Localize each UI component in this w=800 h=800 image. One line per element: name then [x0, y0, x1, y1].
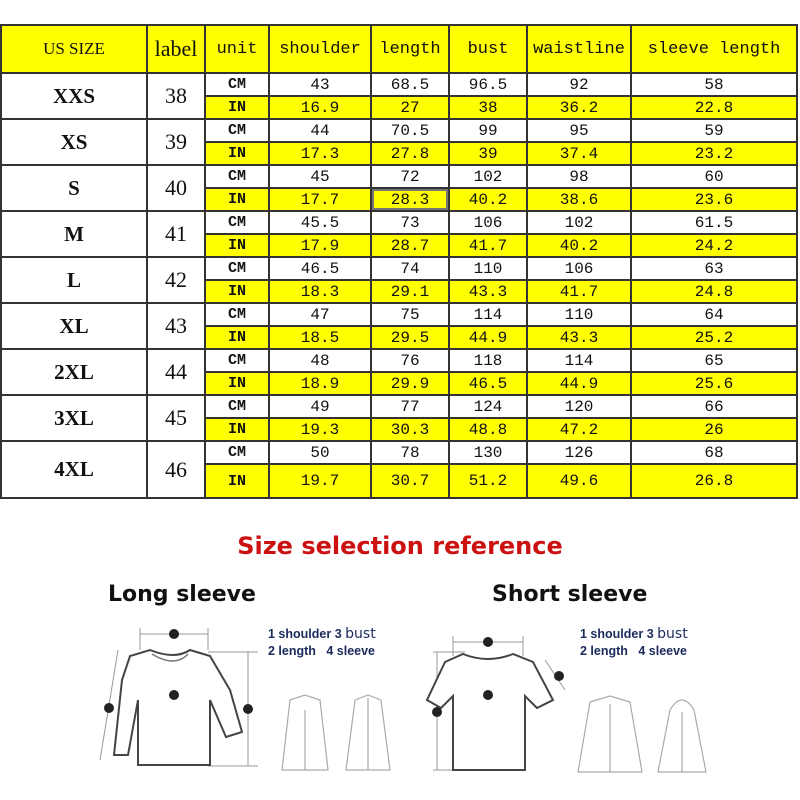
- cell-sleeve-length-in: 25.6: [631, 372, 797, 395]
- cell-length-in: 27: [371, 96, 449, 119]
- cell-shoulder-in: 17.9: [269, 234, 371, 257]
- table-row-cm: [1, 441, 797, 464]
- cell-bust-cm: 96.5: [449, 73, 527, 96]
- cell-shoulder-cm: 45: [269, 165, 371, 188]
- size-name: S: [1, 165, 147, 211]
- cell-length-cm: 77: [371, 395, 449, 418]
- cell-waistline-cm: 92: [527, 73, 631, 96]
- table-row-cm: [1, 303, 797, 326]
- reference-title: Size selection reference: [237, 532, 563, 560]
- unit-cm: CM: [205, 395, 269, 418]
- size-label: 38: [147, 73, 205, 119]
- size-name: 4XL: [1, 441, 147, 498]
- cell-bust-cm: 124: [449, 395, 527, 418]
- cell-sleeve-length-cm: 68: [631, 441, 797, 464]
- cell-sleeve-length-in: 26: [631, 418, 797, 441]
- cell-length-cm: 68.5: [371, 73, 449, 96]
- size-label: 40: [147, 165, 205, 211]
- cell-length-in: 30.3: [371, 418, 449, 441]
- size-label: 45: [147, 395, 205, 441]
- marker-2-icon: [432, 707, 442, 717]
- cell-waistline-cm: 106: [527, 257, 631, 280]
- table-row-cm: [1, 349, 797, 372]
- cell-bust-cm: 102: [449, 165, 527, 188]
- cell-shoulder-cm: 47: [269, 303, 371, 326]
- long-sleeve-diagram: [80, 620, 290, 780]
- size-name: XXS: [1, 73, 147, 119]
- cell-waistline-cm: 110: [527, 303, 631, 326]
- cell-shoulder-cm: 49: [269, 395, 371, 418]
- unit-cm: CM: [205, 441, 269, 464]
- header-sleeve-length: sleeve length: [631, 25, 797, 73]
- marker-1-icon: [483, 637, 493, 647]
- cell-shoulder-in: 17.7: [269, 188, 371, 211]
- cell-length-cm: 75: [371, 303, 449, 326]
- table-row-cm: [1, 257, 797, 280]
- cell-bust-cm: 106: [449, 211, 527, 234]
- cell-length-cm: 78: [371, 441, 449, 464]
- cell-bust-cm: 118: [449, 349, 527, 372]
- unit-in: IN: [205, 326, 269, 349]
- cell-length-cm: 74: [371, 257, 449, 280]
- marker-3-icon: [483, 690, 493, 700]
- size-name: L: [1, 257, 147, 303]
- cell-length-in: 28.3: [371, 188, 449, 211]
- cell-shoulder-in: 18.3: [269, 280, 371, 303]
- table-row-cm: [1, 73, 797, 96]
- size-name: 3XL: [1, 395, 147, 441]
- header-unit: unit: [205, 25, 269, 73]
- cell-length-in: 28.7: [371, 234, 449, 257]
- cell-bust-cm: 114: [449, 303, 527, 326]
- cell-waistline-cm: 114: [527, 349, 631, 372]
- short-sleeve-diagram: [425, 630, 575, 780]
- long-sleeve-legend: 1 shoulder 3 bust 2 length 4 sleeve: [268, 626, 376, 658]
- cell-shoulder-in: 18.9: [269, 372, 371, 395]
- size-label: 41: [147, 211, 205, 257]
- cell-length-cm: 72: [371, 165, 449, 188]
- cell-waistline-in: 36.2: [527, 96, 631, 119]
- cell-bust-in: 41.7: [449, 234, 527, 257]
- header-shoulder: shoulder: [269, 25, 371, 73]
- cell-shoulder-in: 19.7: [269, 464, 371, 498]
- cell-bust-in: 44.9: [449, 326, 527, 349]
- cell-shoulder-cm: 48: [269, 349, 371, 372]
- cell-sleeve-length-cm: 63: [631, 257, 797, 280]
- size-name: XS: [1, 119, 147, 165]
- header-bust: bust: [449, 25, 527, 73]
- cell-bust-cm: 110: [449, 257, 527, 280]
- cell-shoulder-cm: 44: [269, 119, 371, 142]
- marker-1-icon: [169, 629, 179, 639]
- unit-cm: CM: [205, 165, 269, 188]
- unit-in: IN: [205, 142, 269, 165]
- shirt-hoodie-illustrations: [570, 690, 730, 780]
- header-length: length: [371, 25, 449, 73]
- marker-4-icon: [104, 703, 114, 713]
- cell-sleeve-length-in: 25.2: [631, 326, 797, 349]
- size-name: XL: [1, 303, 147, 349]
- cell-sleeve-length-in: 22.8: [631, 96, 797, 119]
- short-sleeve-heading: Short sleeve: [492, 582, 648, 607]
- cell-shoulder-in: 19.3: [269, 418, 371, 441]
- cell-waistline-in: 41.7: [527, 280, 631, 303]
- cell-bust-in: 51.2: [449, 464, 527, 498]
- table-row-cm: [1, 395, 797, 418]
- cell-shoulder-in: 18.5: [269, 326, 371, 349]
- cell-bust-in: 48.8: [449, 418, 527, 441]
- cell-sleeve-length-cm: 59: [631, 119, 797, 142]
- cell-sleeve-length-cm: 60: [631, 165, 797, 188]
- size-name: 2XL: [1, 349, 147, 395]
- table-body: [1, 73, 797, 498]
- table-row-cm: [1, 211, 797, 234]
- cell-waistline-in: 49.6: [527, 464, 631, 498]
- cell-bust-cm: 130: [449, 441, 527, 464]
- cell-shoulder-in: 17.3: [269, 142, 371, 165]
- cell-bust-in: 39: [449, 142, 527, 165]
- table-header-row: [1, 25, 797, 73]
- cell-bust-cm: 99: [449, 119, 527, 142]
- long-sleeve-heading: Long sleeve: [108, 582, 256, 607]
- cell-length-in: 29.9: [371, 372, 449, 395]
- cell-sleeve-length-in: 24.8: [631, 280, 797, 303]
- cell-waistline-cm: 95: [527, 119, 631, 142]
- cell-shoulder-cm: 50: [269, 441, 371, 464]
- cell-sleeve-length-cm: 65: [631, 349, 797, 372]
- cell-shoulder-cm: 43: [269, 73, 371, 96]
- cell-sleeve-length-in: 23.2: [631, 142, 797, 165]
- short-sleeve-legend: 1 shoulder 3 bust 2 length 4 sleeve: [580, 626, 688, 658]
- unit-in: IN: [205, 418, 269, 441]
- unit-cm: CM: [205, 257, 269, 280]
- cell-waistline-in: 38.6: [527, 188, 631, 211]
- cell-bust-in: 46.5: [449, 372, 527, 395]
- size-label: 43: [147, 303, 205, 349]
- cell-sleeve-length-in: 23.6: [631, 188, 797, 211]
- cell-bust-in: 43.3: [449, 280, 527, 303]
- cell-waistline-in: 37.4: [527, 142, 631, 165]
- cell-waistline-cm: 126: [527, 441, 631, 464]
- cell-shoulder-cm: 45.5: [269, 211, 371, 234]
- cell-sleeve-length-in: 26.8: [631, 464, 797, 498]
- size-name: M: [1, 211, 147, 257]
- cell-length-cm: 70.5: [371, 119, 449, 142]
- cell-length-in: 30.7: [371, 464, 449, 498]
- cell-waistline-cm: 120: [527, 395, 631, 418]
- header-waistline: waistline: [527, 25, 631, 73]
- cell-length-cm: 73: [371, 211, 449, 234]
- cell-waistline-cm: 102: [527, 211, 631, 234]
- table-row-cm: [1, 119, 797, 142]
- header-us-size: US SIZE: [1, 25, 147, 73]
- cell-length-cm: 76: [371, 349, 449, 372]
- cell-waistline-in: 44.9: [527, 372, 631, 395]
- unit-in: IN: [205, 234, 269, 257]
- header-label: label: [147, 25, 205, 73]
- cell-shoulder-cm: 46.5: [269, 257, 371, 280]
- cell-sleeve-length-in: 24.2: [631, 234, 797, 257]
- marker-3-icon: [169, 690, 179, 700]
- cell-length-in: 27.8: [371, 142, 449, 165]
- jacket-illustrations: [270, 690, 400, 780]
- size-label: 46: [147, 441, 205, 498]
- cell-bust-in: 38: [449, 96, 527, 119]
- cell-sleeve-length-cm: 64: [631, 303, 797, 326]
- marker-2-icon: [243, 704, 253, 714]
- unit-cm: CM: [205, 349, 269, 372]
- size-label: 42: [147, 257, 205, 303]
- cell-sleeve-length-cm: 58: [631, 73, 797, 96]
- unit-cm: CM: [205, 73, 269, 96]
- unit-cm: CM: [205, 119, 269, 142]
- cell-waistline-in: 43.3: [527, 326, 631, 349]
- marker-2-sleeve-icon: [554, 671, 564, 681]
- table-row-cm: [1, 165, 797, 188]
- cell-waistline-in: 40.2: [527, 234, 631, 257]
- unit-cm: CM: [205, 303, 269, 326]
- unit-in: IN: [205, 280, 269, 303]
- unit-in: IN: [205, 96, 269, 119]
- cell-waistline-in: 47.2: [527, 418, 631, 441]
- unit-in: IN: [205, 372, 269, 395]
- unit-cm: CM: [205, 211, 269, 234]
- size-label: 39: [147, 119, 205, 165]
- cell-sleeve-length-cm: 66: [631, 395, 797, 418]
- cell-waistline-cm: 98: [527, 165, 631, 188]
- cell-shoulder-in: 16.9: [269, 96, 371, 119]
- cell-sleeve-length-cm: 61.5: [631, 211, 797, 234]
- size-label: 44: [147, 349, 205, 395]
- size-table: [0, 24, 798, 499]
- unit-in: IN: [205, 464, 269, 498]
- cell-length-in: 29.1: [371, 280, 449, 303]
- cell-length-in: 29.5: [371, 326, 449, 349]
- cell-bust-in: 40.2: [449, 188, 527, 211]
- unit-in: IN: [205, 188, 269, 211]
